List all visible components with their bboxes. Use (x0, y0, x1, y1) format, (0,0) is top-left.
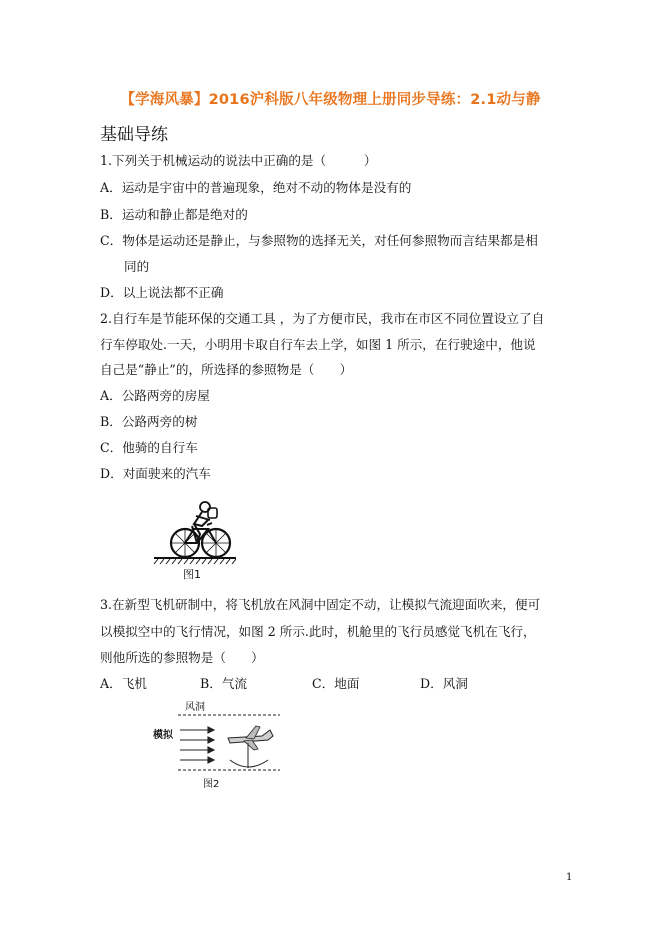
q1-option-c-continued: 同的 (124, 259, 150, 274)
figure-2-label-tunnel: 风洞 (185, 702, 205, 713)
q1-stem: 1.下列关于机械运动的说法中正确的是（ ） (100, 153, 377, 168)
figure-1-caption: 图1 (183, 568, 201, 581)
q1-option-c: C．物体是运动还是静止，与参照物的选择无关，对任何参照物而言结果都是相 (100, 233, 538, 248)
q3-option-b: B．气流 (200, 676, 248, 691)
wind-tunnel-illustration (150, 710, 290, 790)
q1-option-d: D．以上说法都不正确 (100, 285, 224, 300)
figure-2-label-simulated: 模拟 (153, 730, 173, 741)
figure-2-wind-tunnel (150, 698, 290, 793)
q2-option-d: D．对面驶来的汽车 (100, 466, 211, 481)
q3-stem-line3: 则他所选的参照物是（ ） (100, 650, 264, 665)
q3-option-a: A．飞机 (100, 676, 147, 691)
q3-option-c: C．地面 (312, 676, 360, 691)
q2-option-a: A．公路两旁的房屋 (100, 388, 210, 403)
q2-stem-line1: 2.自行车是节能环保的交通工具 ，为了方便市民，我市在市区不同位置设立了自 (100, 311, 545, 326)
q3-stem-line2: 以模拟空中的飞行情况，如图 2 所示.此时，机舱里的飞行员感觉飞机在飞行， (100, 624, 536, 639)
section-heading: 基础导练 (100, 125, 168, 145)
figure-2-caption: 图2 (203, 779, 220, 790)
document-title: 【学海风暴】2016沪科版八年级物理上册同步导练：2.1动与静 (120, 92, 541, 108)
q3-stem-line1: 3.在新型飞机研制中，将飞机放在风洞中固定不动，让模拟气流迎面吹来，便可 (100, 597, 541, 612)
page-number: 1 (566, 872, 573, 883)
q1-option-a: A．运动是宇宙中的普遍现象，绝对不动的物体是没有的 (100, 180, 412, 195)
q2-stem-line3: 自己是“静止”的，所选择的参照物是（ ） (100, 362, 353, 377)
q3-option-d: D．风洞 (420, 676, 468, 691)
q2-option-c: C．他骑的自行车 (100, 440, 198, 455)
q3-options-row (100, 675, 468, 693)
q2-option-b: B．公路两旁的树 (100, 414, 198, 429)
q2-stem-line2: 行车停取处.一天，小明用卡取自行车去上学，如图 1 所示，在行驶途中，他说 (100, 337, 536, 352)
figure-1-cyclist (150, 496, 240, 586)
q1-option-b: B．运动和静止都是绝对的 (100, 207, 248, 222)
